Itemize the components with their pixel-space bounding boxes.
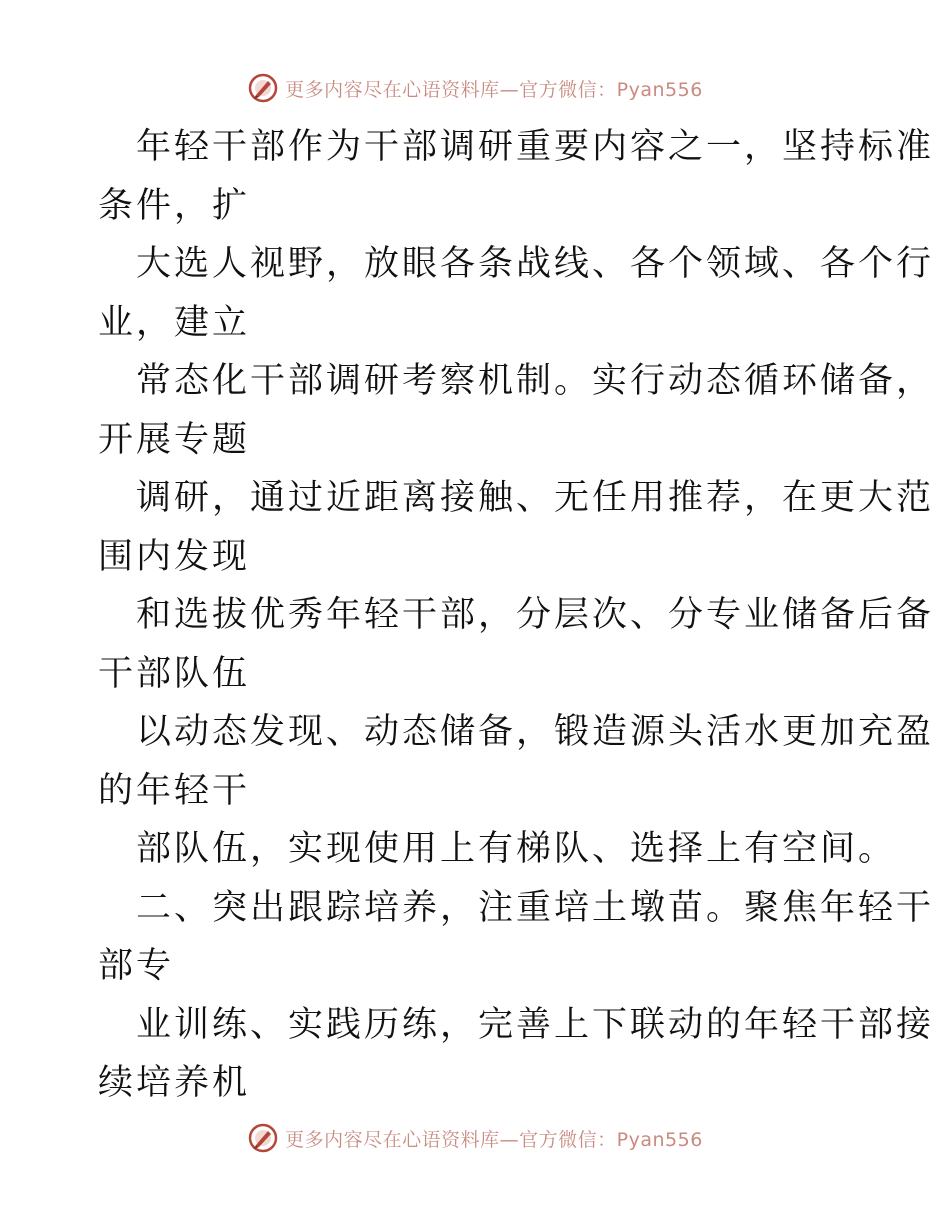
text-line: 大选人视野，放眼各条战线、各个领域、各个行 [136,244,935,284]
text-line: 业，建立 [98,302,251,343]
document-body [98,118,935,1113]
text-line: 开展专题 [98,419,251,460]
text-line: 部队伍，实现使用上有梯队、选择上有空间。 [136,829,897,869]
pen-seal-icon [247,72,279,104]
watermark-text: 更多内容尽在心语资料库—官方微信：Pyan556 [285,78,703,101]
header-watermark [0,72,950,104]
watermark-text: 更多内容尽在心语资料库—官方微信：Pyan556 [285,1128,703,1151]
text-line: 围内发现 [98,536,251,577]
text-line: 条件，扩 [98,185,251,226]
text-line: 年轻干部作为干部调研重要内容之一，坚持标准 [136,127,935,167]
text-line: 和选拔优秀年轻干部，分层次、分专业储备后备 [136,595,935,635]
text-line: 调研，通过近距离接触、无任用推荐，在更大范 [136,478,935,518]
text-line: 部专 [98,946,175,986]
text-line: 以动态发现、动态储备，锻造源头活水更加充盈 [136,712,935,752]
text-line: 业训练、实践历练，完善上下联动的年轻干部接 [136,1004,935,1045]
text-line: 二、突出跟踪培养，注重培土墩苗。聚焦年轻干 [136,887,935,928]
text-line: 常态化干部调研考察机制。实行动态循环储备， [136,361,935,401]
pen-seal-icon [247,1122,279,1154]
footer-watermark [0,1122,950,1154]
text-line: 的年轻干 [98,770,251,811]
text-line: 干部队伍 [98,653,251,694]
text-line: 续培养机 [98,1063,251,1103]
